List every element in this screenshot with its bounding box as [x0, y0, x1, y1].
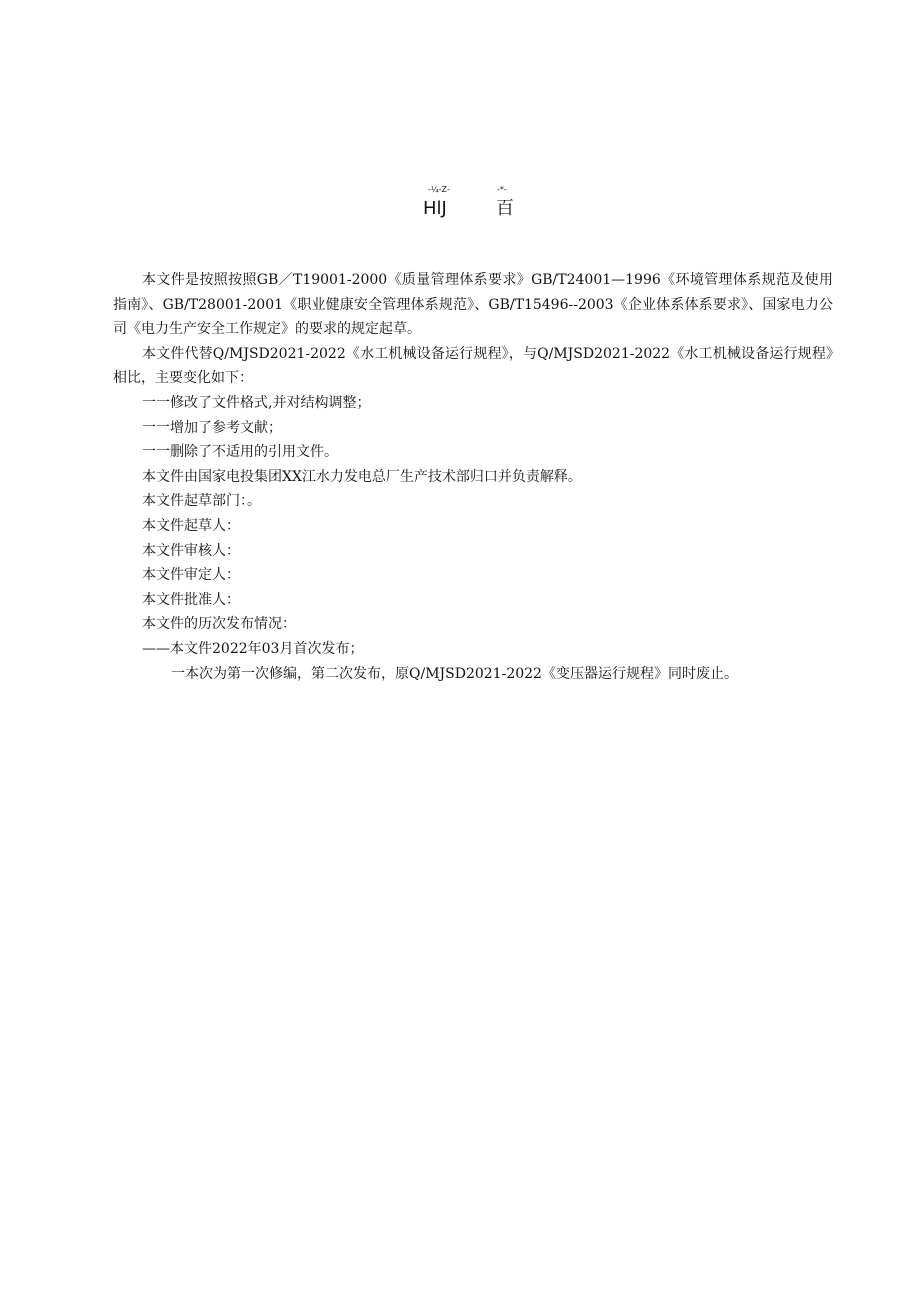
paragraph-history-heading: 本文件的历次发布情况： [142, 616, 296, 633]
change-item-format: 一一修改了文件格式,并对结构调整； [142, 394, 371, 411]
paragraph-approver: 本文件批准人： [142, 591, 240, 608]
history-item-first-release: ——本文件2022年03月首次发布； [142, 640, 364, 657]
change-item-removed: 一一删除了不适用的引用文件。 [142, 444, 338, 461]
change-item-references: 一一增加了参考文献； [142, 419, 282, 436]
title-small-mark-right: -*- [497, 185, 507, 194]
paragraph-responsibility: 本文件由国家电投集团XX江水力发电总厂生产技术部归口并负责解释。 [142, 468, 582, 485]
paragraph-basis: 本文件是按照按照GB／T19001-2000《质量管理体系要求》GB/T24001—1996《环境管理体系规范及使用指南》、GB/T28001-2001《职业健康安全管理体系规范》、GB/T15496--2003《企业体系体系要求》、国家电力公司《电力生产安全工作规定》的要求的规定起草。 [113, 272, 833, 338]
paragraph-replacement: 本文件代替Q/MJSD2021-2022《水工机械设备运行规程》，与Q/MJSD2021-2022《水工机械设备运行规程》相比，主要变化如下： [113, 345, 833, 387]
title-char-left: HlJ [423, 198, 447, 219]
paragraph-drafter: 本文件起草人： [142, 517, 240, 534]
title-small-mark-left: -¼-Z- [428, 185, 450, 194]
paragraph-reviewer: 本文件审核人： [142, 542, 240, 559]
paragraph-approver-review: 本文件审定人： [142, 567, 240, 584]
title-char-right: 百 [496, 198, 514, 219]
document-body [113, 268, 833, 686]
history-item-revision: 一本次为第一次修编，第二次发布，原Q/MJSD2021-2022《变压器运行规程》同时废止。 [171, 665, 738, 682]
paragraph-drafting-dept: 本文件起草部门：。 [142, 493, 261, 510]
